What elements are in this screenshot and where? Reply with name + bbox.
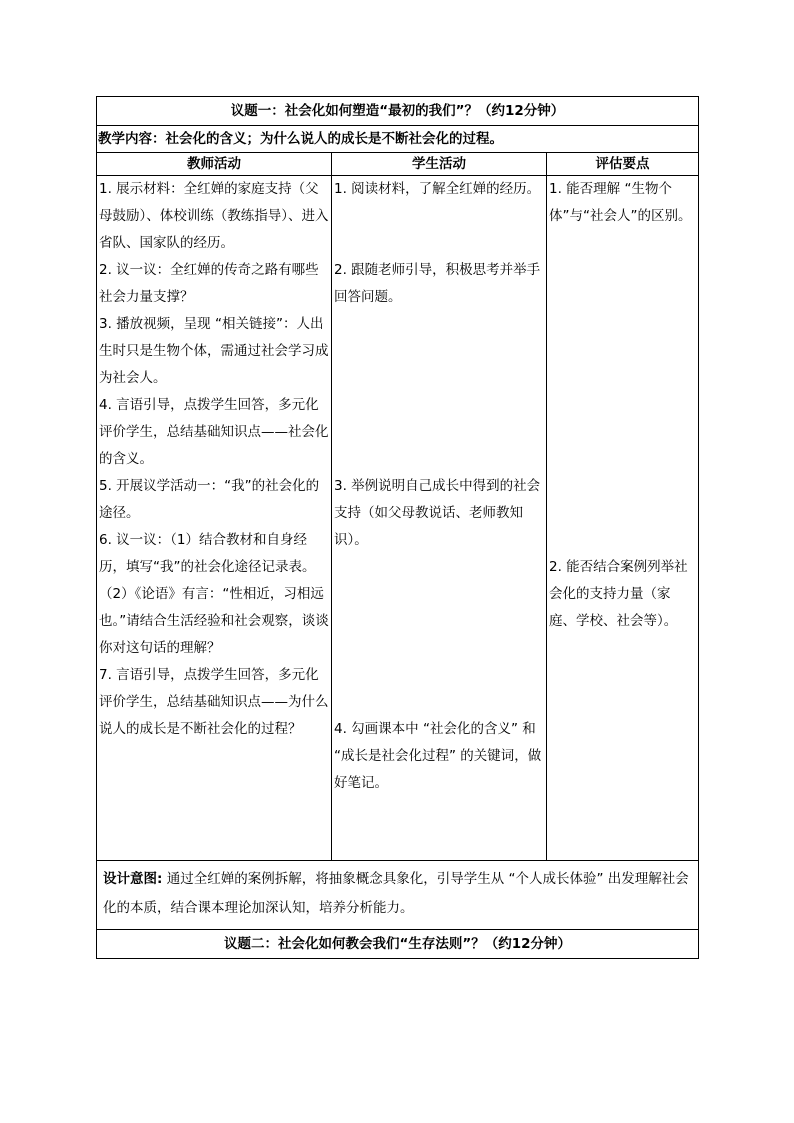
column-header-row — [97, 153, 699, 176]
student-item-3: 3. 举例说明自己成长中得到的社会支持（如父母教说话、老师教知识）。 — [334, 478, 541, 548]
header-teacher-activity: 教师活动 — [97, 153, 332, 176]
design-intent-cell — [97, 861, 699, 930]
teacher-item-6: 6. 议一议：（1）结合教材和自身经历，填写“我”的社会化途径记录表。（2）《论语》有言：“性相近，习相远也。”请结合生活经验和社会观察，谈谈你对这句话的理解？ — [99, 532, 329, 656]
design-intent-label: 设计意图: — [103, 871, 163, 887]
teaching-content-row — [97, 126, 699, 153]
teacher-item-5: 5. 开展议学活动一：“我”的社会化的途径。 — [99, 478, 320, 521]
teacher-item-7: 7. 言语引导，点拨学生回答，多元化评价学生，总结基础知识点——为什么说人的成长是不断社会化的过程？ — [99, 667, 329, 737]
topic2-title: 议题二：社会化如何教会我们“生存法则”？（约12分钟） — [97, 930, 699, 959]
teaching-content: 教学内容：社会化的含义；为什么说人的成长是不断社会化的过程。 — [97, 126, 699, 153]
teacher-item-4: 4. 言语引导，点拨学生回答，多元化评价学生，总结基础知识点——社会化的含义。 — [99, 397, 329, 467]
teacher-item-2: 2. 议一议：全红婵的传奇之路有哪些社会力量支撑？ — [99, 262, 319, 305]
topic2-title-row — [97, 930, 699, 959]
student-activity-cell — [332, 176, 547, 861]
lesson-plan-page — [96, 96, 698, 959]
topic1-title-row — [97, 97, 699, 126]
activity-row — [97, 176, 699, 861]
evaluation-item-1: 1. 能否理解 “生物个体”与“社会人”的区别。 — [549, 181, 692, 224]
student-item-4: 4. 勾画课本中 “社会化的含义” 和 “成长是社会化过程” 的关键词，做好笔记。 — [334, 721, 542, 791]
evaluation-cell — [547, 176, 699, 861]
student-item-2: 2. 跟随老师引导，积极思考并举手回答问题。 — [334, 262, 541, 305]
header-student-activity: 学生活动 — [332, 153, 547, 176]
student-item-1: 1. 阅读材料，了解全红婵的经历。 — [334, 181, 541, 197]
evaluation-item-2: 2. 能否结合案例列举社会化的支持力量（家庭、学校、社会等）。 — [549, 559, 688, 629]
topic1-title: 议题一：社会化如何塑造“最初的我们”？（约12分钟） — [97, 97, 699, 126]
design-intent-row — [97, 861, 699, 930]
teacher-item-3: 3. 播放视频，呈现 “相关链接”：人出生时只是生物个体，需通过社会学习成为社会人。 — [99, 316, 329, 386]
header-evaluation-points: 评估要点 — [547, 153, 699, 176]
design-intent-text: 通过全红婵的案例拆解，将抽象概念具象化，引导学生从 “个人成长体验” 出发理解社会化的本质，结合课本理论加深认知，培养分析能力。 — [103, 871, 689, 916]
lesson-plan-table — [96, 96, 699, 959]
teacher-activity-cell — [97, 176, 332, 861]
teacher-item-1: 1. 展示材料：全红婵的家庭支持（父母鼓励）、体校训练（教练指导）、进入省队、国家队的经历。 — [99, 181, 329, 251]
